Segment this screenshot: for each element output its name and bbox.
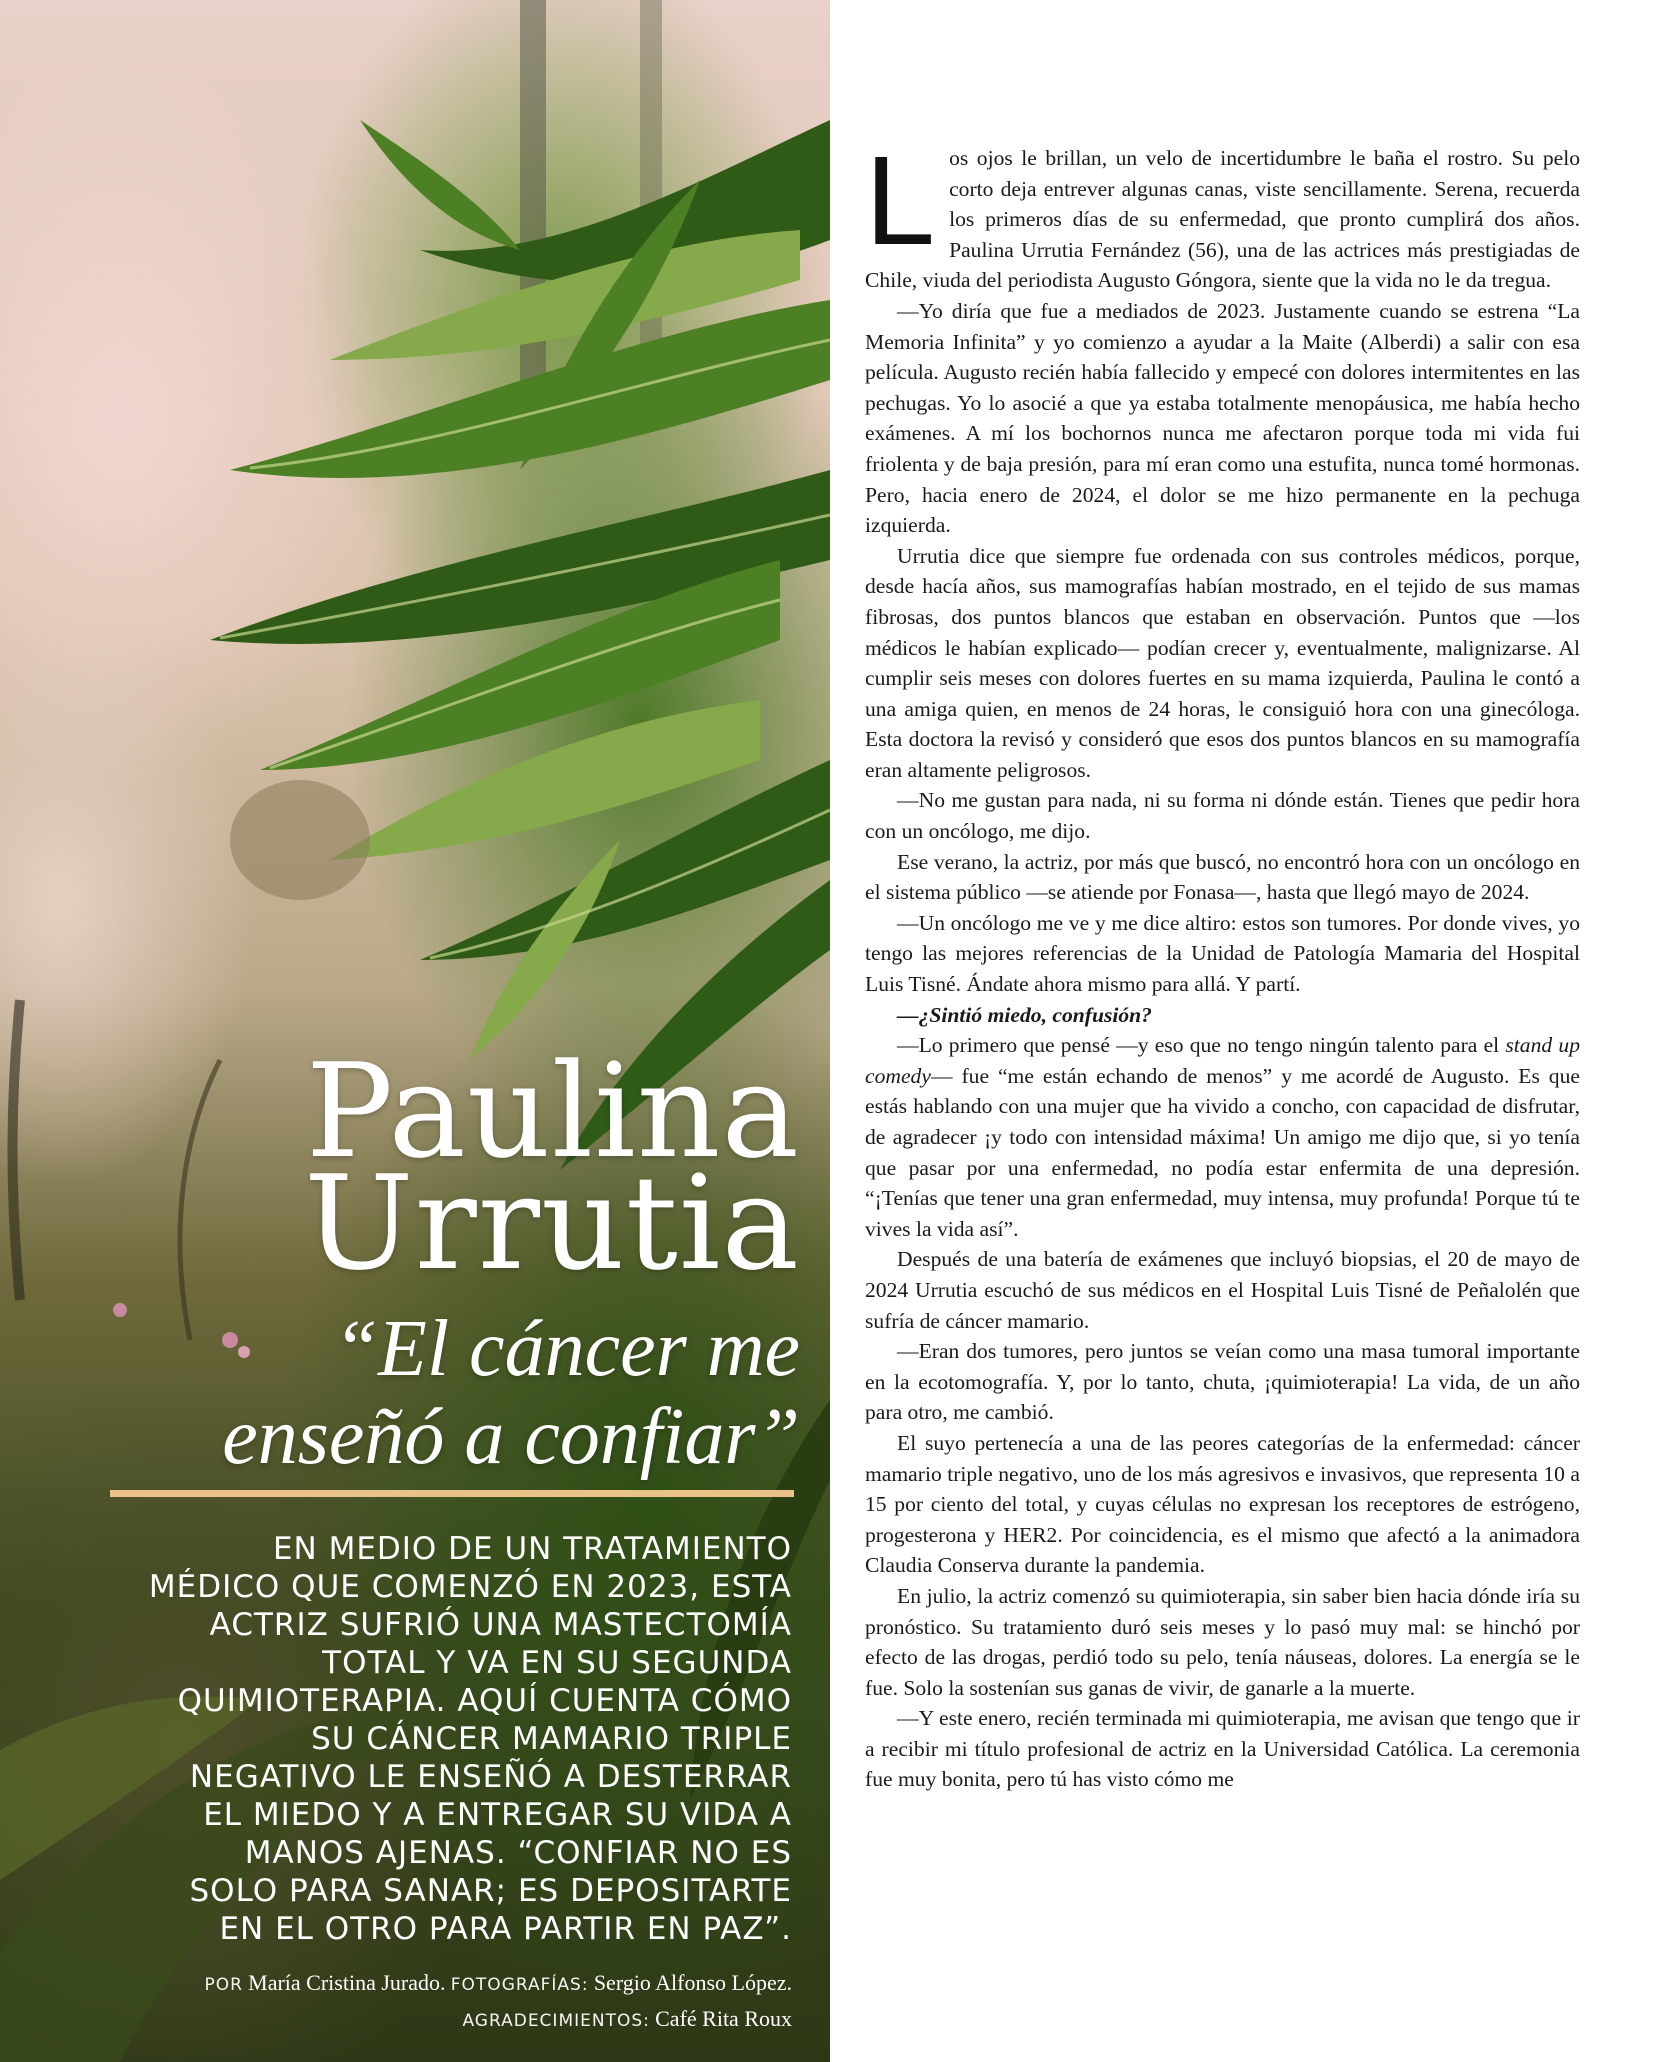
thanks-label: AGRADECIMIENTOS: <box>462 2011 650 2031</box>
paragraph: Urrutia dice que siempre fue ordenada con sus controles médicos, porque, desde hacía años, sus mamografías habían mostrado, en el tejido de sus mamas fibrosas, dos puntos blancos que estaban en observación. Puntos que —los médicos le habían explicado— podían crecer y, eventualmente, malignizarse. Al cumplir seis meses con dolores fuertes en su mama izquierda, Paulina le contó a una amiga quien, en menos de 24 horas, le consiguió hora con una ginecóloga. Esta doctora la revisó y consideró que esos dos puntos blancos en su mamografía eran altamente peligrosos. <box>865 543 1580 782</box>
dek-line: TOTAL Y VA EN SU SEGUNDA <box>322 1645 792 1681</box>
headline-last-name: Urrutia <box>304 1147 800 1299</box>
thanks-name: Café Rita Roux <box>655 2006 792 2031</box>
headline <box>40 1035 800 1299</box>
dek-line: SOLO PARA SANAR; ES DEPOSITARTE <box>189 1873 792 1909</box>
credits-line-1 <box>72 1966 792 2002</box>
dek-line: EN EL OTRO PARA PARTIR EN PAZ”. <box>219 1911 792 1947</box>
headline-first-name: Paulina <box>305 1035 800 1187</box>
dek-line: MÉDICO QUE COMENZÓ EN 2023, ESTA <box>148 1569 792 1605</box>
dek-line: EN MEDIO DE UN TRATAMIENTO <box>272 1531 792 1567</box>
article-body <box>865 130 1580 1795</box>
dek-line: EL MIEDO Y A ENTREGAR SU VIDA A <box>203 1797 792 1833</box>
paragraph: —Un oncólogo me ve y me dice altiro: estos son tumores. Por donde vives, yo tengo las mejores referencias de la Unidad de Patología Mamaria del Hospital Luis Tisné. Ándate ahora mismo para allá. Y partí. <box>865 910 1580 997</box>
paragraph: —No me gustan para nada, ni su forma ni dónde están. Tienes que pedir hora con un oncólogo, me dijo. <box>865 788 1580 844</box>
dek-line: NEGATIVO LE ENSEÑÓ A DESTERRAR <box>189 1759 792 1795</box>
by-label: POR <box>204 1975 243 1995</box>
paragraph: Ese verano, la actriz, por más que buscó, no encontró hora con un oncólogo en el sistema público —se atiende por Fonasa—, hasta que llegó mayo de 2024. <box>865 849 1580 905</box>
photographer-name: Sergio Alfonso López. <box>593 1970 792 1995</box>
emphasis-text: stand up comedy <box>865 1033 1580 1088</box>
dek-summary <box>92 1530 792 1948</box>
author-name: María Cristina Jurado. <box>248 1970 446 1995</box>
paragraph: El suyo pertenecía a una de las peores categorías de la enfermedad: cáncer mamario triple negativo, uno de los más agresivos e invasivos, que representa 10 a 15 por ciento del total, y cuyas células no expresan los receptores de estrógeno, progesterona y HER2. Por coincidencia, es el mismo que afectó a la animadora Claudia Conserva durante la pandemia. <box>865 1430 1580 1578</box>
dek-line: QUIMIOTERAPIA. AQUÍ CUENTA CÓMO <box>177 1683 792 1719</box>
dek-line: MANOS AJENAS. “CONFIAR NO ES <box>244 1835 792 1871</box>
paragraph-text: —Lo primero que pensé —y eso que no tengo ningún talento para el <box>897 1033 1506 1058</box>
headline-quote <box>40 1305 800 1481</box>
dek-line: SU CÁNCER MAMARIO TRIPLE <box>311 1721 792 1757</box>
drop-cap: L <box>865 130 936 271</box>
credits <box>72 1966 792 2038</box>
photo-label: FOTOGRAFÍAS: <box>450 1975 589 1995</box>
paragraph <box>865 130 1580 296</box>
paragraph: —Yo diría que fue a mediados de 2023. Justamente cuando se estrena “La Memoria Infinita” y yo comienzo a ayudar a la Maite (Alberdi) a salir con esa película. Augusto recién había fallecido y empecé con dolores intermitentes en las pechugas. Yo lo asocié a que ya estaba totalmente menopáusica, me había hecho exámenes. A mí los bochornos nunca me afectaron porque toda mi vida fui friolenta y de baja presión, para mí eran como una estufita, nunca tomé hormonas. Pero, hacia enero de 2024, el dolor se me hizo permanente en la pechuga izquierda. <box>865 298 1580 538</box>
dek-line: ACTRIZ SUFRIÓ UNA MASTECTOMÍA <box>209 1607 792 1643</box>
quote-line-1: “El cáncer me <box>333 1305 800 1393</box>
quote-line-2: enseñó a confiar” <box>222 1393 800 1481</box>
interview-question: —¿Sintió miedo, confusión? <box>897 1002 1152 1027</box>
paragraph-text: os ojos le brillan, un velo de incertidumbre le baña el rostro. Su pelo corto deja entrever algunas canas, viste sencillamente. Serena, recuerda los primeros días de su enfermedad, que pronto cumplirá dos años. Paulina Urrutia Fernández (56), una de las actrices más prestigiadas de Chile, viuda del periodista Augusto Góngora, siente que la vida no le da tregua. <box>865 146 1580 293</box>
paragraph <box>865 1030 1580 1244</box>
paragraph: Después de una batería de exámenes que incluyó biopsias, el 20 de mayo de 2024 Urrutia escuchó de sus médicos en el Hospital Luis Tisné de Peñalolén que sufría de cáncer mamario. <box>865 1247 1580 1333</box>
paragraph-text: — fue “me están echando de menos” y me acordé de Augusto. Es que estás hablando con una mujer que ha vivido a concho, con capacidad de disfrutar, de agradecer ¡y todo con intensidad máxima! Un amigo me dijo que, si yo tenía que pasar por una enfermedad, no podía estar enfermita de una depresión. “¡Tenías que tener una gran enfermedad, muy intensa, muy profunda! Porque tú te vives la vida así”. <box>865 1063 1580 1241</box>
headline-divider <box>110 1490 794 1497</box>
paragraph: En julio, la actriz comenzó su quimioterapia, sin saber bien hacia dónde iría su pronóstico. Su tratamiento duró seis meses y lo pasó muy mal: se hinchó por efecto de las drogas, perdió todo su pelo, tenía náuseas, dolores. La energía se le fue. Solo la sostenían sus ganas de vivir, de ganarle a la muerte. <box>865 1583 1580 1700</box>
paragraph: —Y este enero, recién terminada mi quimioterapia, me avisan que tengo que ir a recibir mi título profesional de actriz en la Universidad Católica. La ceremonia fue muy bonita, pero tú has visto cómo me <box>865 1706 1580 1792</box>
credits-line-2 <box>72 2002 792 2038</box>
paragraph: —Eran dos tumores, pero juntos se veían como una masa tumoral importante en la ecotomografía. Y, por lo tanto, chuta, ¡quimioterapia! La vida, de un año para otro, me cambió. <box>865 1339 1580 1425</box>
